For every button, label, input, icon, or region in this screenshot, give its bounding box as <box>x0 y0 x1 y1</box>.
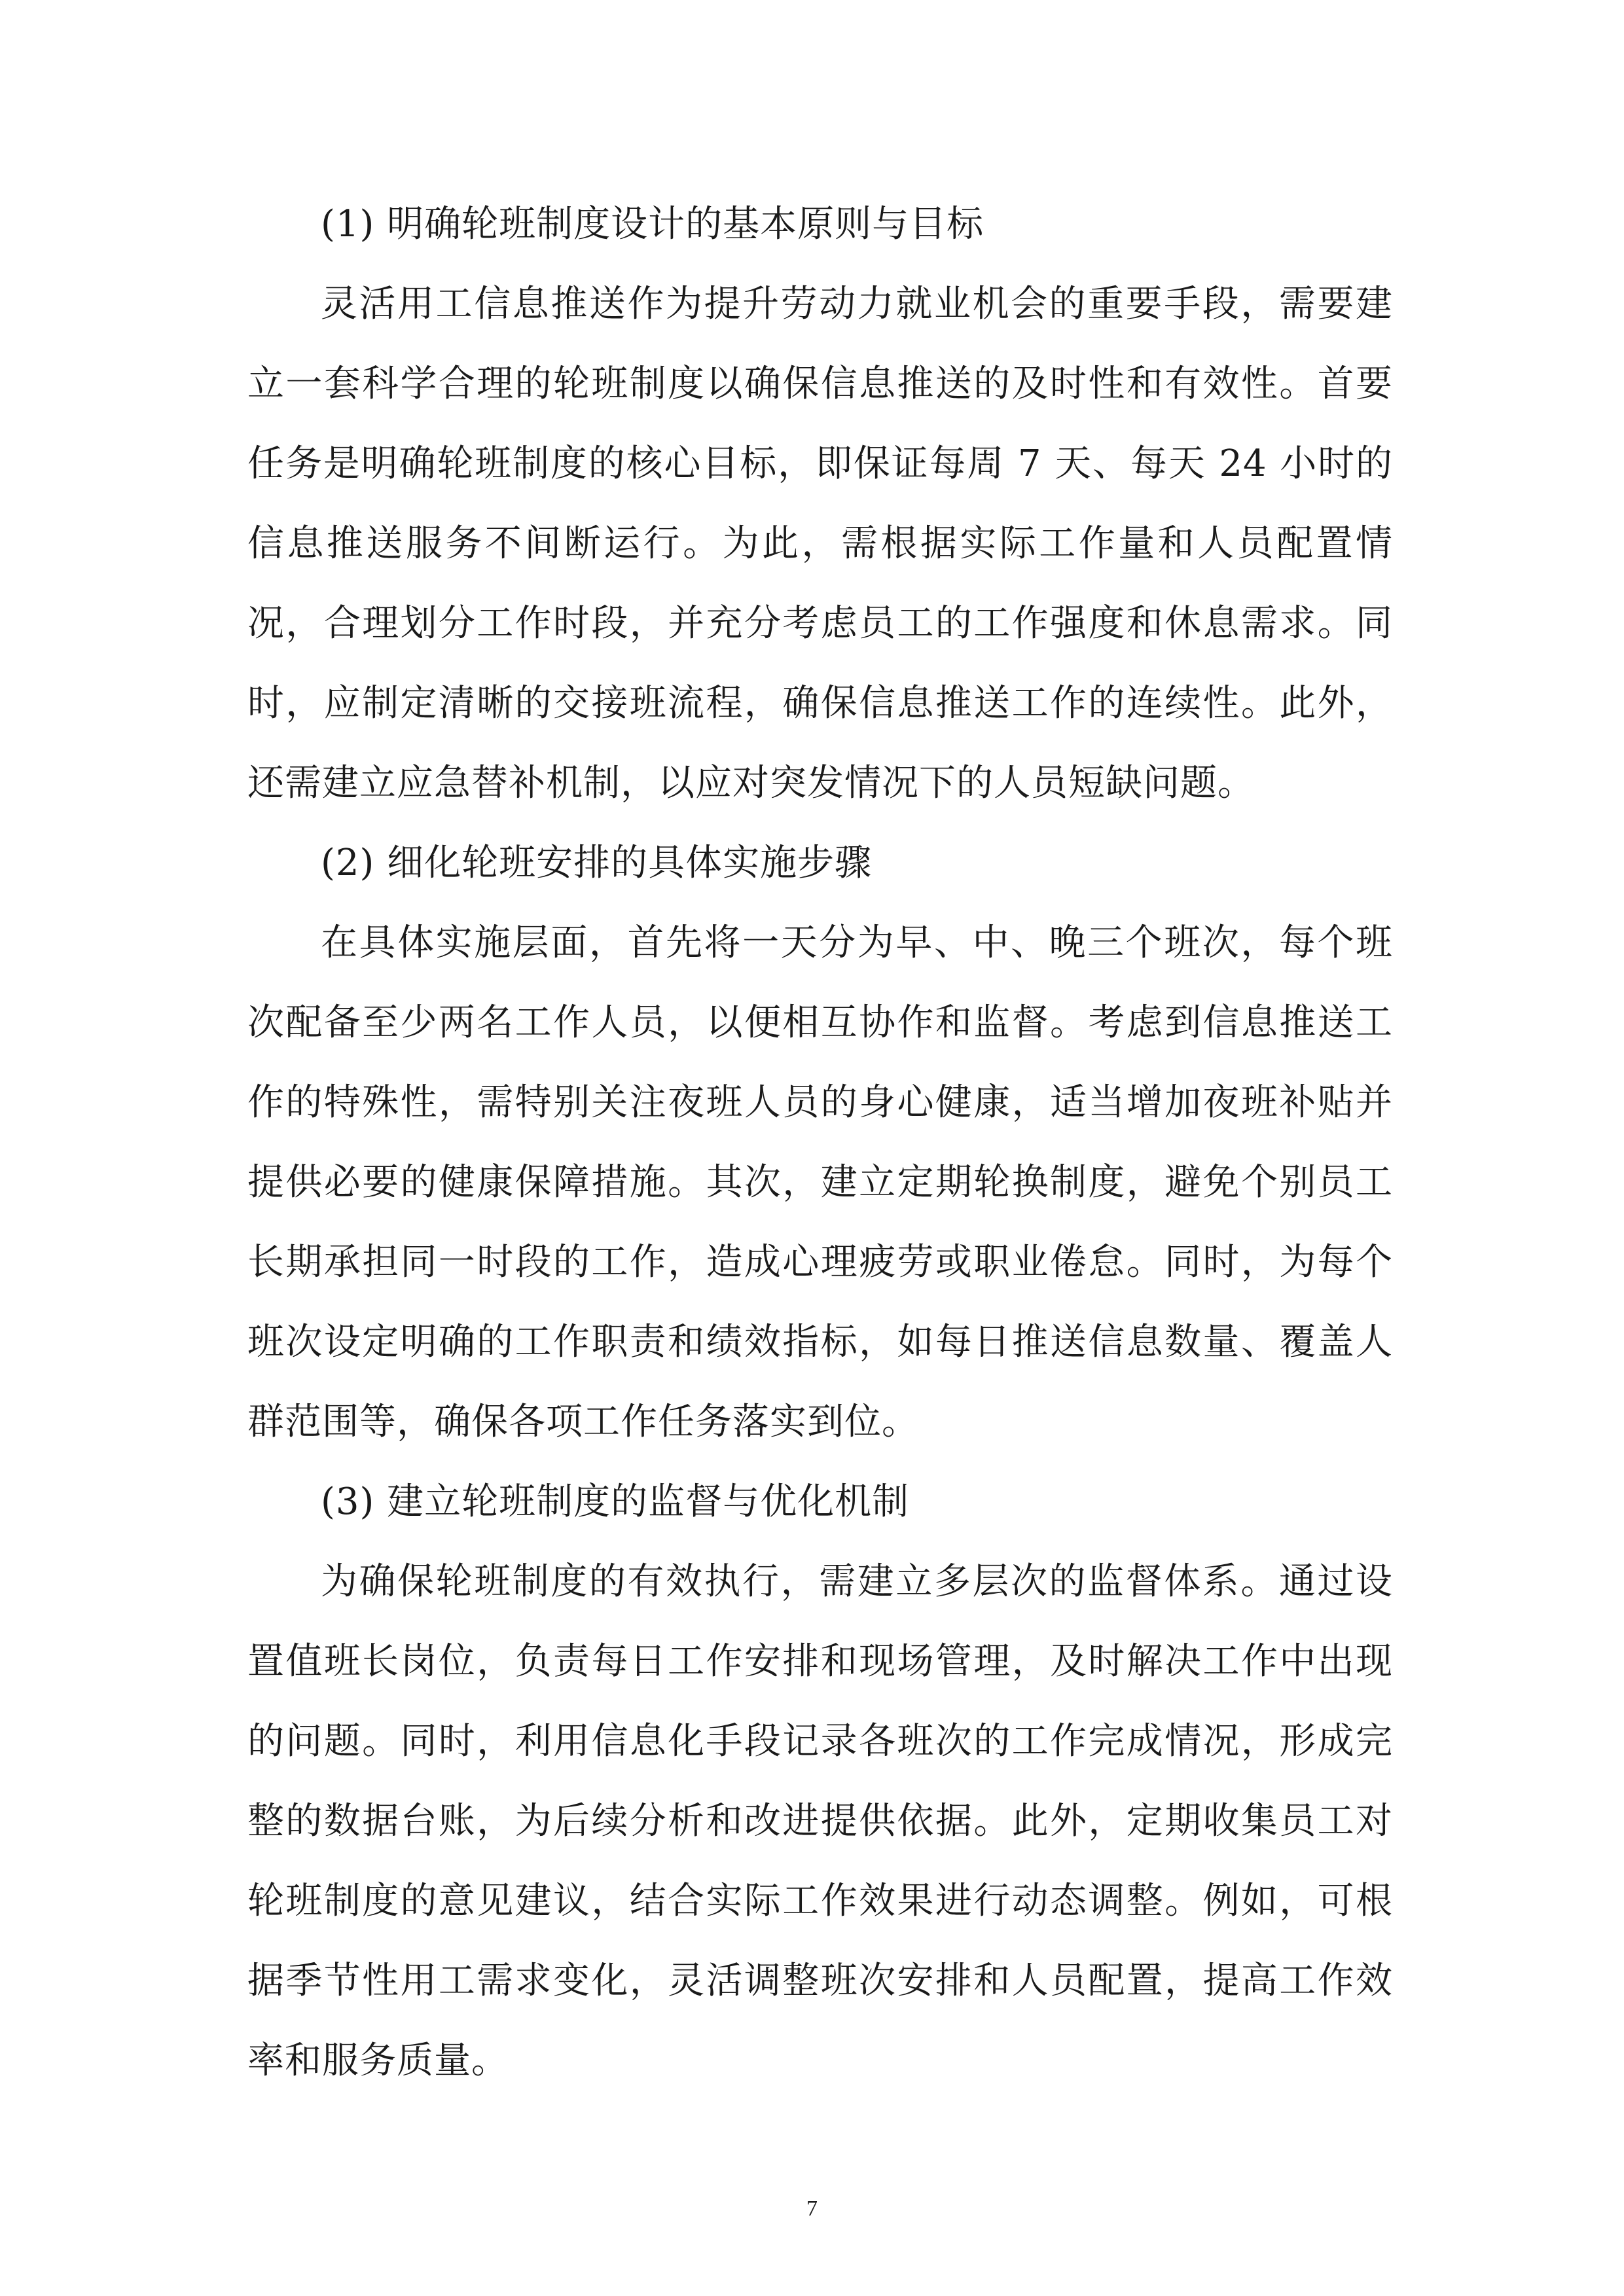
section-2-heading: (2) 细化轮班安排的具体实施步骤 <box>321 842 873 884</box>
section-1-heading: (1) 明确轮班制度设计的基本原则与目标 <box>321 203 984 245</box>
page-number: 7 <box>806 2197 818 2221</box>
document-body <box>247 185 1393 2101</box>
section-3-paragraph: 为确保轮班制度的有效执行，需建立多层次的监督体系。通过设置值班长岗位，负责每日工作安排和现场管理，及时解决工作中出现的问题。同时，利用信息化手段记录各班次的工作完成情况，形成完整的数据台账，为后续分析和改进提供依据。此外，定期收集员工对轮班制度的意见建议，结合实际工作效果进行动态调整。例如，可根据季节性用工需求变化，灵活调整班次安排和人员配置，提高工作效率和服务质量。 <box>247 1560 1393 2082</box>
section-2-paragraph: 在具体实施层面，首先将一天分为早、中、晚三个班次，每个班次配备至少两名工作人员，以便相互协作和监督。考虑到信息推送工作的特殊性，需特别关注夜班人员的身心健康，适当增加夜班补贴并提供必要的健康保障措施。其次，建立定期轮换制度，避免个别员工长期承担同一时段的工作，造成心理疲劳或职业倦怠。同时，为每个班次设定明确的工作职责和绩效指标，如每日推送信息数量、覆盖人群范围等，确保各项工作任务落实到位。 <box>247 922 1393 1443</box>
section-3-heading: (3) 建立轮班制度的监督与优化机制 <box>321 1480 910 1523</box>
section-1-paragraph: 灵活用工信息推送作为提升劳动力就业机会的重要手段，需要建立一套科学合理的轮班制度以确保信息推送的及时性和有效性。首要任务是明确轮班制度的核心目标，即保证每周 7 天、每天 24 小时的信息推送服务不间断运行。为此，需根据实际工作量和人员配置情况，合理划分工作时段，并充分考虑员工的工作强度和休息需求。同时，应制定清晰的交接班流程，确保信息推送工作的连续性。此外，还需建立应急替补机制，以应对突发情况下的人员短缺问题。 <box>247 283 1393 804</box>
